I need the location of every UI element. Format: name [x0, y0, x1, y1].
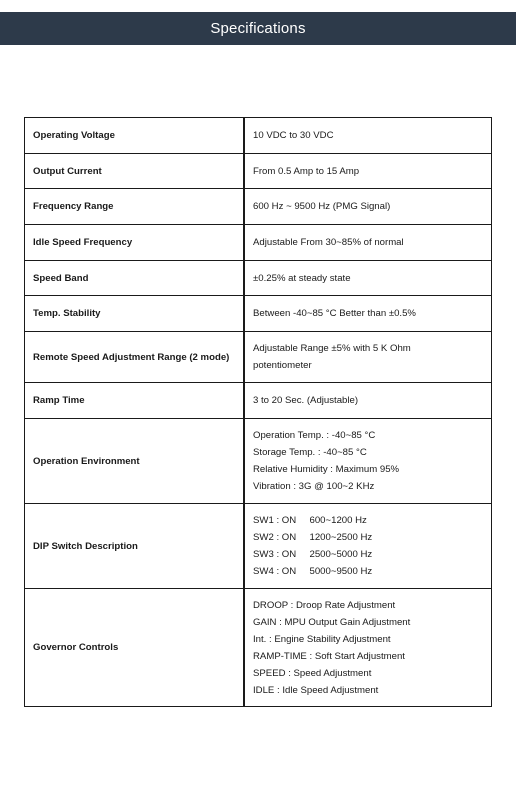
spec-row: [25, 589, 492, 707]
spec-value: [244, 504, 492, 589]
spec-value: [244, 189, 492, 225]
spec-value: [244, 118, 492, 154]
spec-value-line: SW2 : ON 1200~2500 Hz: [253, 532, 373, 543]
spec-value: [244, 296, 492, 332]
spec-label: Operation Environment: [25, 419, 245, 504]
spec-value-line: SW1 : ON 600~1200 Hz: [253, 515, 367, 526]
spec-value-line: GAIN : MPU Output Gain Adjustment: [253, 616, 411, 628]
spec-row: [25, 419, 492, 504]
spec-value-line: From 0.5 Amp to 15 Amp: [253, 165, 360, 177]
page-header: [0, 12, 516, 45]
spec-value-line: DROOP : Droop Rate Adjustment: [253, 599, 396, 611]
spec-row: [25, 296, 492, 332]
spec-row: [25, 261, 492, 296]
spec-value: [244, 419, 492, 504]
spec-value: [244, 261, 492, 296]
spec-label: Idle Speed Frequency: [25, 225, 245, 261]
spec-value-line: RAMP-TIME : Soft Start Adjustment: [253, 650, 405, 662]
spec-value-line: Relative Humidity : Maximum 95%: [253, 464, 400, 475]
spec-value-line: Operation Temp. : -40~85 °C: [253, 430, 376, 441]
spec-label: Temp. Stability: [25, 296, 245, 332]
spec-label: Ramp Time: [25, 383, 245, 419]
spec-value-line: Adjustable Range ±5% with 5 K Ohm: [253, 343, 411, 354]
spec-value-line: Between -40~85 °C Better than ±0.5%: [253, 308, 416, 319]
spec-row: [25, 154, 492, 189]
spec-row: [25, 189, 492, 225]
spec-value-line: Vibration : 3G @ 100~2 KHz: [253, 481, 375, 492]
page-title: Specifications: [210, 20, 306, 37]
spec-value-line: IDLE : Idle Speed Adjustment: [253, 684, 379, 696]
spec-value-line: 10 VDC to 30 VDC: [253, 130, 334, 141]
spec-value-line: 600 Hz ~ 9500 Hz (PMG Signal): [253, 201, 391, 212]
spec-value: [244, 225, 492, 261]
spec-row: [25, 332, 492, 383]
spec-value-line: SW4 : ON 5000~9500 Hz: [253, 566, 373, 577]
spec-value: [244, 332, 492, 383]
spec-value-line: 3 to 20 Sec. (Adjustable): [253, 395, 359, 406]
spec-value-line: potentiometer: [253, 360, 312, 371]
spec-value-line: Adjustable From 30~85% of normal: [253, 237, 404, 248]
spec-value-line: Int. : Engine Stability Adjustment: [253, 633, 391, 645]
spec-value-line: ±0.25% at steady state: [253, 272, 351, 284]
spec-row: [25, 383, 492, 419]
spec-value: [244, 383, 492, 419]
spec-value-line: SPEED : Speed Adjustment: [253, 667, 372, 679]
spec-value-line: SW3 : ON 2500~5000 Hz: [253, 549, 373, 560]
spec-label: Output Current: [25, 154, 245, 189]
spec-row: [25, 504, 492, 589]
spec-row: [25, 118, 492, 154]
spec-value: [244, 589, 492, 707]
spec-label: Remote Speed Adjustment Range (2 mode): [25, 332, 245, 383]
spec-label: DIP Switch Description: [25, 504, 245, 589]
spec-value-line: Storage Temp. : -40~85 °C: [253, 447, 367, 458]
spec-row: [25, 225, 492, 261]
spec-value: [244, 154, 492, 189]
spec-label: Frequency Range: [25, 189, 245, 225]
spec-label: Operating Voltage: [25, 118, 245, 154]
specifications-table: [24, 117, 492, 707]
spec-label: Speed Band: [25, 261, 245, 296]
spec-label: Governor Controls: [25, 589, 245, 707]
